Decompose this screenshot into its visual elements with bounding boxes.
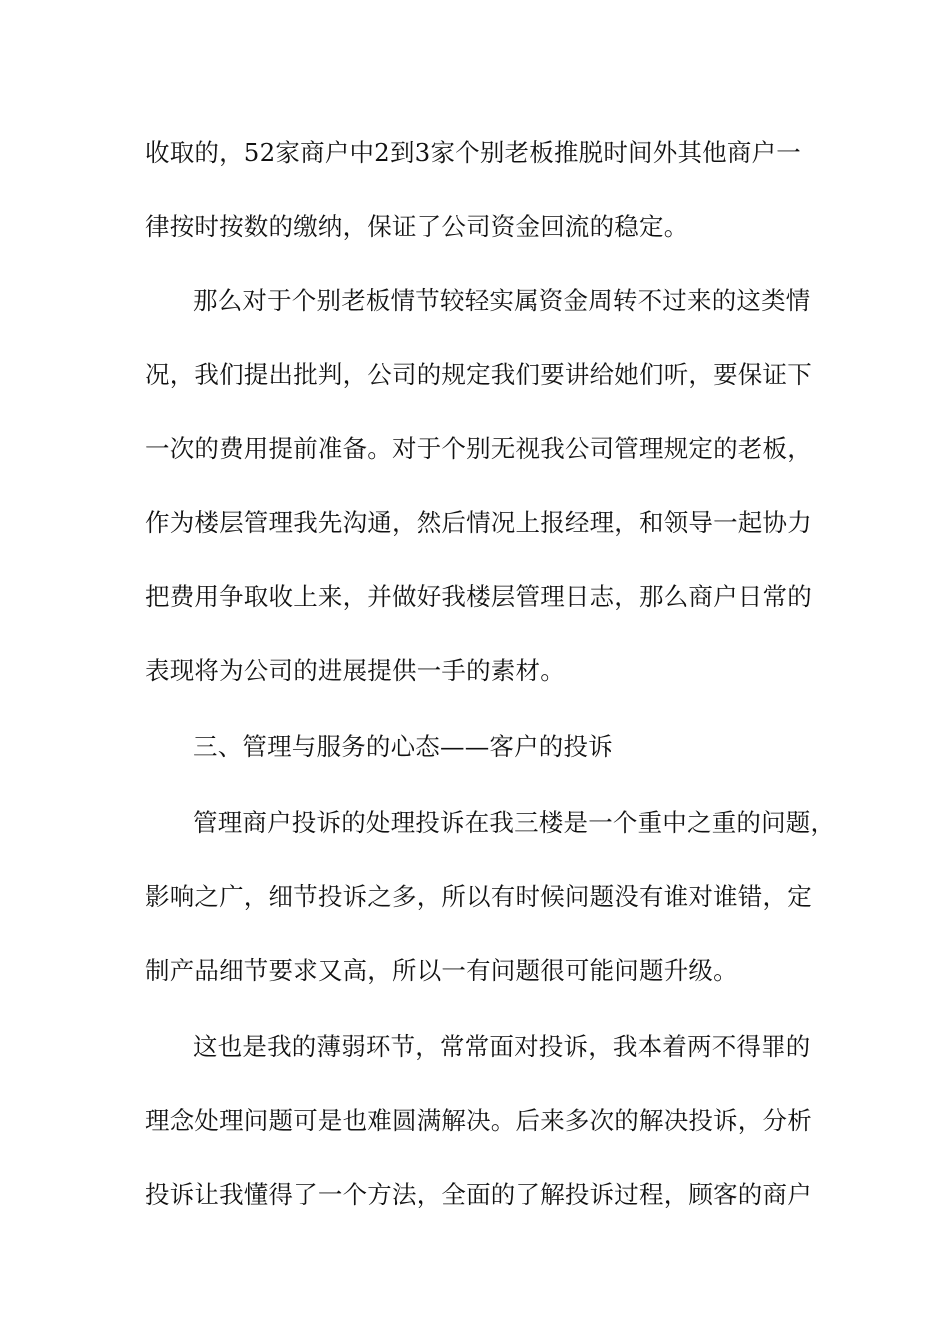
text-line-12: 制产品细节要求又高，所以一有问题很可能问题升级。 [145,956,738,985]
text-line-2: 律按时按数的缴纳，保证了公司资金回流的稳定。 [145,212,689,241]
text-line-11: 影响之广，细节投诉之多，所以有时候问题没有谁对谁错，定 [145,882,812,911]
text-line-14: 理念处理问题可是也难圆满解决。后来多次的解决投诉，分析 [145,1106,812,1135]
text-line-1: 收取的，52家商户中2到3家个别老板推脱时间外其他商户一 [145,138,801,167]
text-line-15: 投诉让我懂得了一个方法，全面的了解投诉过程，顾客的商户 [145,1180,812,1209]
text-line-4: 况，我们提出批判，公司的规定我们要讲给她们听，要保证下 [145,360,812,389]
text-line-6: 作为楼层管理我先沟通，然后情况上报经理，和领导一起协力 [145,508,812,537]
text-line-5: 一次的费用提前准备。对于个别无视我公司管理规定的老板， [145,434,812,463]
text-line-7: 把费用争取收上来，并做好我楼层管理日志，那么商户日常的 [145,582,812,611]
text-line-13: 这也是我的薄弱环节，常常面对投诉，我本着两不得罪的 [193,1032,811,1061]
text-line-10: 管理商户投诉的处理投诉在我三楼是一个重中之重的问题， [193,808,836,837]
section-heading: 三、管理与服务的心态——客户的投诉 [193,732,613,761]
text-line-8: 表现将为公司的进展提供一手的素材。 [145,656,565,685]
text-line-3: 那么对于个别老板情节较轻实属资金周转不过来的这类情 [193,286,811,315]
